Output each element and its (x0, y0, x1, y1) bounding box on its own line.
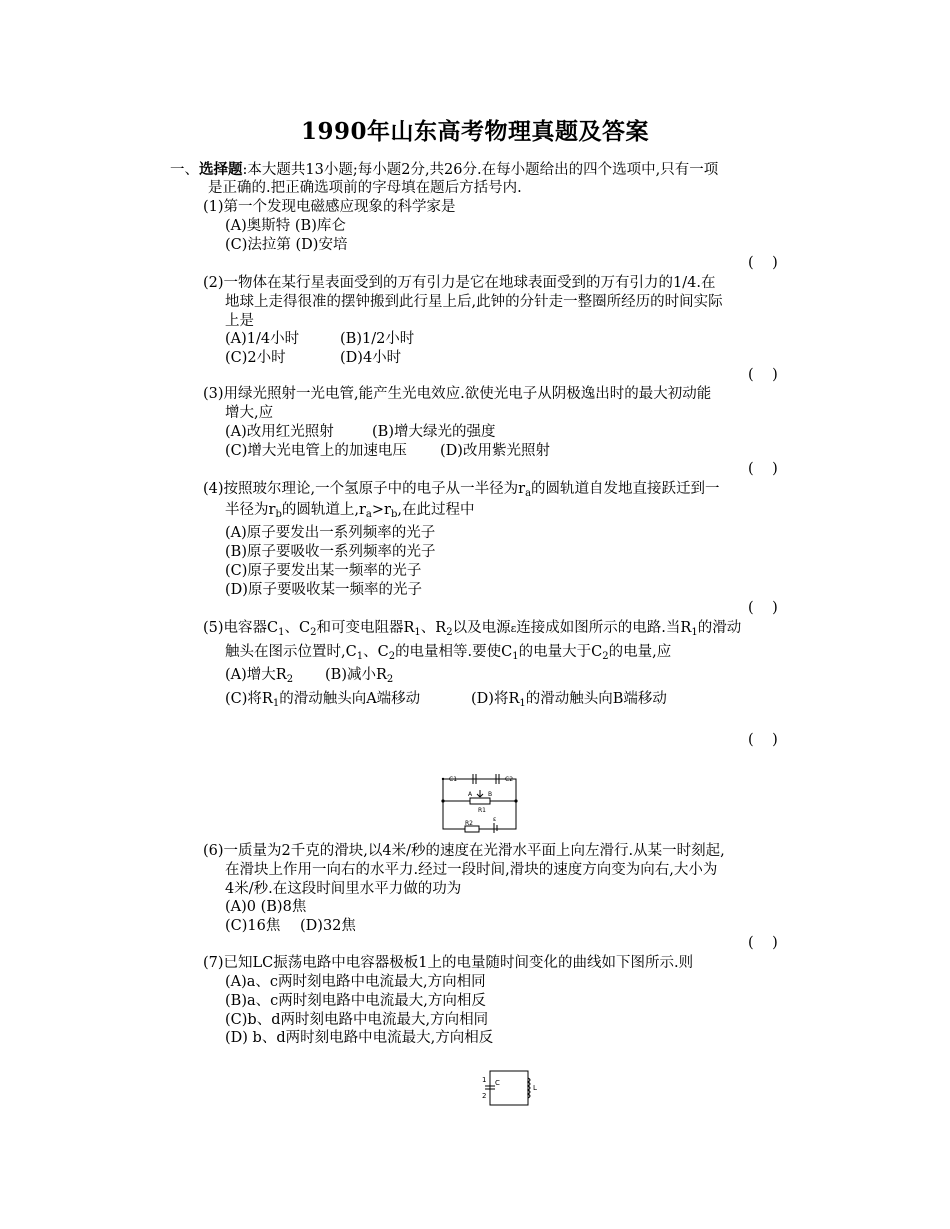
q6-option-d: (D)32焦 (300, 918, 356, 934)
fig5-label-b: B (488, 791, 493, 798)
fig5-label-r2: R2 (465, 820, 473, 827)
q4-option-c: (C)原子要发出某一频率的光子 (225, 563, 422, 579)
q7-option-b: (B)a、c两时刻电路中电流最大,方向相反 (225, 993, 486, 1009)
page-title: 1990年山东高考物理真题及答案 (300, 118, 649, 145)
section-intro (170, 160, 718, 180)
q3-option-b: (B)增大绿光的强度 (372, 424, 496, 440)
q2-option-c: (C)2小时 (225, 350, 286, 366)
q1-stem: (1)第一个发现电磁感应现象的科学家是 (203, 199, 456, 215)
fig5-label-r1: R1 (478, 807, 486, 814)
q2-stem-line2: 地球上走得很准的摆钟搬到此行星上后,此钟的分针走一整圈所经历的时间实际 (225, 294, 723, 310)
q4-stem-line2: 半径为$r_b$的圆轨道上$,r_a>r_b$,在此过程中 (225, 502, 475, 520)
q7-stem: (7)已知LC振荡电路中电容器极板1上的电量随时间变化的曲线如下图所示.则 (203, 955, 694, 971)
q2-option-d: (D)4小时 (340, 350, 402, 366)
q5-option-b: (B)减小$R_2$ (325, 667, 394, 685)
q5-option-a: (A)增大$R_2$ (225, 667, 294, 685)
section-intro-line2: 是正确的.把正确选项前的字母填在题后方括号内. (208, 180, 522, 196)
q3-stem-line2: 增大,应 (225, 405, 274, 421)
q6-option-c: (C)16焦 (225, 918, 281, 934)
q3-answer-bracket: ( ) (748, 461, 778, 477)
q6-answer-bracket: ( ) (748, 935, 778, 951)
q7-option-a: (A)a、c两时刻电路中电流最大,方向相同 (225, 974, 486, 990)
q3-option-a: (A)改用红光照射 (225, 424, 334, 440)
q5-circuit-diagram (440, 768, 520, 834)
fig7-label-c: C (495, 1079, 500, 1087)
q2-answer-bracket: ( ) (748, 367, 778, 383)
fig5-label-e: ε (493, 816, 497, 823)
q4-stem-line1: (4)按照玻尔理论,一个氢原子中的电子从一半径为$r_a$的圆轨道自发地直接跃迁到一 (203, 481, 720, 499)
q4-option-a: (A)原子要发出一系列频率的光子 (225, 525, 436, 541)
q5-option-c: (C)将$R_1$的滑动触头向A端移动 (225, 691, 421, 709)
q3-option-d: (D)改用紫光照射 (440, 443, 550, 459)
q4-answer-bracket: ( ) (748, 600, 778, 616)
q7-lc-circuit-diagram (480, 1068, 540, 1110)
q6-options-ab: (A)0 (B)8焦 (225, 899, 307, 915)
q6-stem-line1: (6)一质量为2千克的滑块,以4米/秒的速度在光滑水平面上向左滑行.从某一时刻起, (203, 843, 725, 859)
q2-option-b: (B)1/2小时 (340, 331, 415, 347)
q6-stem-line3: 4米/秒.在这段时间里水平力做的功为 (225, 881, 462, 897)
q1-options-cd: (C)法拉第 (D)安培 (225, 237, 348, 253)
q4-option-d: (D)原子要吸收某一频率的光子 (225, 582, 422, 598)
q4-option-b: (B)原子要吸收一系列频率的光子 (225, 544, 436, 560)
fig5-label-c1: C1 (449, 776, 458, 783)
fig5-label-a: A (468, 791, 473, 798)
q3-option-c: (C)增大光电管上的加速电压 (225, 443, 407, 459)
q7-option-c: (C)b、d两时刻电路中电流最大,方向相同 (225, 1012, 489, 1028)
fig5-label-c2: C2 (505, 776, 514, 783)
q3-stem-line1: (3)用绿光照射一光电管,能产生光电效应.欲使光电子从阴极逸出时的最大初动能 (203, 386, 712, 402)
q5-stem-line2: 触头在图示位置时$,C_1$、$C_2$的电量相等.要使$C_1$的电量大于$C_2$的电量,应 (225, 644, 672, 662)
fig7-label-2: 2 (482, 1092, 487, 1100)
q2-stem-line3: 上是 (225, 313, 254, 329)
q5-answer-bracket: ( ) (748, 732, 778, 748)
section-intro-text: :本大题共13小题;每小题2分,共26分.在每小题给出的四个选项中,只有一项 (242, 162, 719, 178)
fig7-label-1: 1 (482, 1076, 487, 1084)
section-number: 一、 (170, 162, 199, 178)
q7-option-d: (D) b、d两时刻电路中电流最大,方向相反 (225, 1030, 494, 1046)
q2-stem-line1: (2)一物体在某行星表面受到的万有引力是它在地球表面受到的万有引力的1/4.在 (203, 275, 716, 291)
q5-stem-line1: (5)电容器$C_1$、$C_2$和可变电阻器$R_1$、$R_2$以及电源ε连接成如图所示的电路.当$R_1$的滑动 (203, 620, 742, 638)
q6-stem-line2: 在滑块上作用一向右的水平力.经过一段时间,滑块的速度方向变为向右,大小为 (225, 862, 718, 878)
q2-option-a: (A)1/4小时 (225, 331, 300, 347)
q1-options-ab: (A)奥斯特 (B)库仑 (225, 218, 346, 234)
q1-answer-bracket: ( ) (748, 255, 778, 271)
section-heading: 选择题 (199, 161, 243, 178)
q5-option-d: (D)将$R_1$的滑动触头向B端移动 (471, 691, 667, 709)
fig7-label-l: L (533, 1084, 537, 1092)
